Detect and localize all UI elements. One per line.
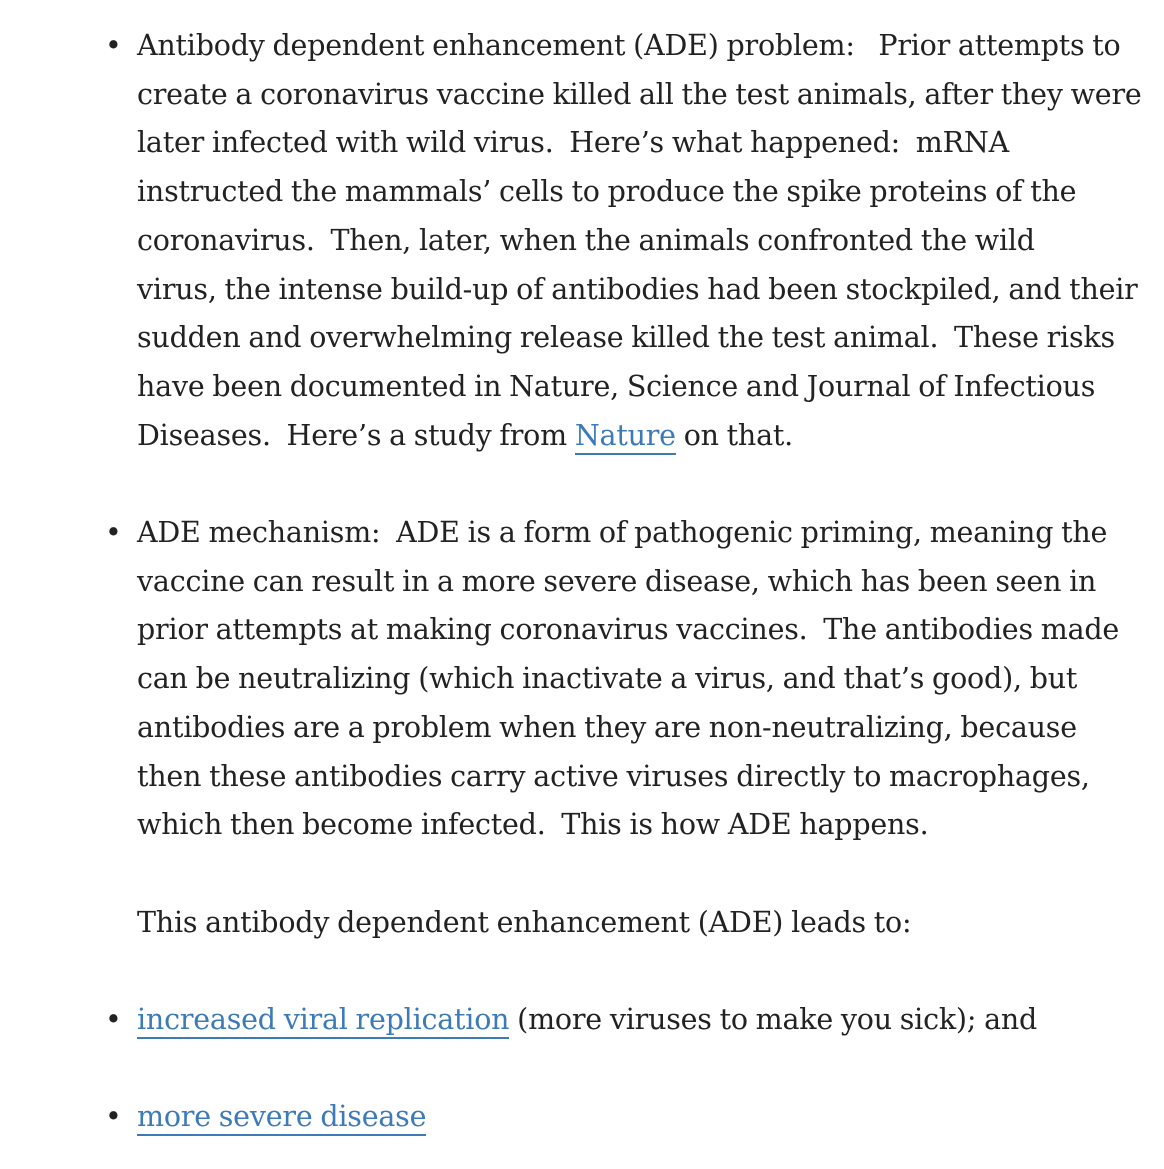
- spacer: [137, 947, 1137, 996]
- text-line: then these antibodies carry active viruses directly to macrophages,: [137, 759, 1090, 793]
- text-line: sudden and overwhelming release killed the test animal. These risks: [137, 321, 1115, 355]
- ade-leads-to-paragraph: This antibody dependent enhancement (ADE) leads to:: [137, 905, 912, 939]
- text-line: have been documented in Nature, Science and Journal of Infectious: [137, 369, 1096, 403]
- list-item-ade-mechanism: [105, 509, 1137, 947]
- text-line: [137, 412, 1137, 461]
- list-item-more-severe-disease: [105, 1093, 1137, 1142]
- text-line: instructed the mammals’ cells to produce the spike proteins of the: [137, 175, 1077, 209]
- list-item-increased-viral-replication: [105, 996, 1137, 1045]
- bullet-icon: •: [105, 516, 122, 550]
- text-line: ADE mechanism: ADE is a form of pathogenic priming, meaning the: [137, 516, 1108, 550]
- list-item-ade-problem: [105, 22, 1142, 460]
- increased-viral-replication-link[interactable]: increased viral replication: [137, 1003, 509, 1039]
- text-line: [137, 1093, 1137, 1142]
- text-line: later infected with wild virus. Here’s what happened: mRNA: [137, 126, 1009, 160]
- text-line: can be neutralizing (which inactivate a virus, and that’s good), but: [137, 662, 1078, 696]
- spacer: [137, 1045, 1137, 1094]
- bullet-icon: •: [105, 1003, 122, 1037]
- text-line: Antibody dependent enhancement (ADE) problem: Prior attempts to: [137, 29, 1121, 62]
- spacer-line: [137, 850, 1137, 899]
- text-line: vaccine can result in a more severe disease, which has been seen in: [137, 564, 1097, 598]
- text-line: create a coronavirus vaccine killed all the test animals, after they were: [137, 77, 1142, 111]
- text-line: which then become infected. This is how ADE happens.: [137, 808, 929, 842]
- text-line: [137, 996, 1137, 1045]
- nature-study-link[interactable]: Nature: [575, 419, 676, 455]
- text-segment: (more viruses to make you sick); and: [509, 1003, 1038, 1037]
- spacer: [137, 460, 1137, 509]
- more-severe-disease-link[interactable]: more severe disease: [137, 1100, 426, 1136]
- bullet-icon: •: [105, 1100, 122, 1134]
- text-segment: Diseases. Here’s a study from: [137, 418, 575, 452]
- text-line: antibodies are a problem when they are non-neutralizing, because: [137, 710, 1077, 744]
- bullet-icon: •: [105, 29, 122, 62]
- text-line: coronavirus. Then, later, when the animals confronted the wild: [137, 223, 1035, 257]
- article-body: [105, 22, 1142, 1142]
- text-line: virus, the intense build-up of antibodies had been stockpiled, and their: [137, 272, 1138, 306]
- text-line: prior attempts at making coronavirus vaccines. The antibodies made: [137, 613, 1120, 647]
- text-segment: on that.: [675, 418, 793, 452]
